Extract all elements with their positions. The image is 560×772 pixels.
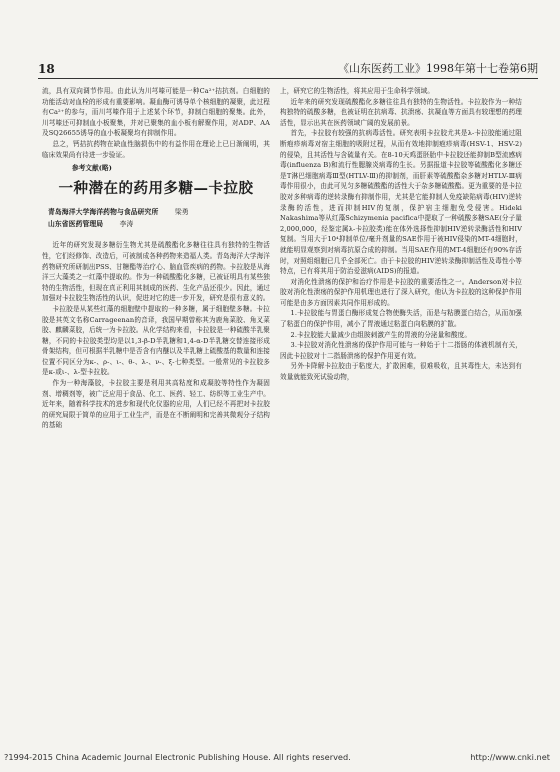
body-paragraph: 首先，卡拉胶有较强的抗病毒活性。研究表明卡拉胶尤其是λ-卡拉胶能通过阻断疱疹病毒对宿主细胞的吸附过程，从而有效地抑制疱疹病毒(HSV-1、HSV-2)的侵染，且其活性与含硫量有关。在8-10天鸡蛋胚胎中卡拉胶还能抑制B型流感病毒(influenza B)和流行性腮腺炎病毒的生长。另据报道卡拉胶等硫酸酯化多糖还是T淋巴细胞病毒Ⅲ型(HTLV-Ⅲ)的抑制剂，而肝素等硫酸酯杂多糖对HTLV-Ⅲ病毒作用很小，由此可见匀多糖硫酸酯的活性大于杂多糖硫酸酯。更为重要的是卡拉胶对多种病毒的逆转录酶有抑制作用，尤其是它能抑制人免疫缺陷病毒(HIV)逆转录酶的活性，进而抑制HIV的复制，保护宿主细胞免受侵害。Hideki Nakashima等从红藻Schizymenia pacifica中提取了一种硫酸多糖SAE(分子量2,000,000，经鉴定属λ-卡拉胶类)能在体外选择性抑制HIV逆转录酶活性和HIV复制。当用大于10⁴抑制单位/毫升剂量的SAE作用于被HIV侵染的MT-4细胞时，就能明显观察到对病毒抗原合成的抑制。当用SAE作用的MT-4细胞还有90%存活时，对照组细胞已几乎全部死亡。由于卡拉胶的HIV逆转录酶抑制活性及毒性小等特点，已有将其用于防治爱滋病(AIDS)的报道。	[280, 129, 522, 276]
footer-url[interactable]: http://www.cnki.net	[470, 752, 550, 762]
left-paragraph: 流，具有双向调节作用。由此认为川芎嗪可能是一种Ca²⁺拮抗剂。白细胞的功能活动对血栓的形成有重要影响。凝血酶可诱导单个核细胞的凝聚，此过程有Ca²⁺的参与，而川芎嗪作用于上述某个环节，抑制白细胞的聚集。此外，川芎嗪还可抑制血小板聚集，并对已聚集的血小板有解聚作用，对ADP、AA及SQ26655诱导的血小板凝聚均有抑制作用。	[42, 87, 270, 138]
body-paragraph: 另外卡降解卡拉胶由于粘度大，扩散困难，很难吸收，且其毒性大，未达到有效量就能致死试验动物，	[280, 362, 522, 382]
copyright-notice: ?1994-2015 China Academic Journal Electronic Publishing House. All rights reserved.	[4, 752, 351, 762]
affiliation-line	[48, 218, 270, 230]
header-rule	[38, 78, 538, 79]
page-footer	[4, 752, 550, 762]
article-title: 一种潜在的药用多糖—卡拉胶	[58, 180, 254, 197]
right-column	[280, 86, 522, 383]
references-label: 参考文献(略)	[72, 164, 112, 173]
running-header	[38, 60, 538, 76]
author-name: 梁勇	[174, 208, 189, 217]
affiliation-org: 山东省医药管理局	[48, 220, 104, 229]
author-name: 李涛	[119, 220, 134, 229]
body-paragraph: 近年来的研究发现硫酸酯化多糖往往具有独特的生物活性。卡拉胶作为一种结构独特的硫酸多糖，也被证明在抗病毒、抗溃疡、抗凝血等方面具有较理想的药理活性，显示出其在医药领域广阔的发展前景。	[280, 97, 522, 127]
body-paragraph: 作为一种海藻胶，卡拉胶主要是利用其高粘度和成凝胶等特性作为凝固剂、增稠剂等，被广泛应用于食品、化工、医药、轻工、纺织等工业生产中。近年来，随着科学技术的进步和现代化仪器的应用，人们已经不再把对卡拉胶的研究局限于简单的应用于工业生产，而是在不断阐明和完善其微观分子结构的基础	[42, 379, 270, 430]
left-paragraph: 总之，钙拮抗药物在缺血性脑损伤中的有益作用在理论上已日渐阐明，其临床效果尚有待进一步验证。	[42, 139, 270, 159]
left-column	[42, 86, 270, 431]
body-paragraph: 卡拉胶是从某些红藻的细胞壁中提取的一种多糖，属于细胞壁多糖。卡拉胶是其英文名称Carrageenan的音译，我国早期曾称其为鹿角菜胶、角叉菜胶、麒麟菜胶，后统一为卡拉胶。从化学结构来看，卡拉胶是一种硫酸半乳聚糖，不同的卡拉胶类型均是以1,3-β-D半乳糖和1,4-α-D半乳糖交替连接形成骨架结构，但可根据半乳糖中是否含有内醚以及半乳糖上硫酸基的数量和连接位置不同区分为κ-、ρ-、ι-、θ-、λ-、ν-、ξ-七种类型。一般常见的卡拉胶多是κ-或ι-、λ-型卡拉胶。	[42, 304, 270, 377]
list-item: 3.卡拉胶对消化性溃疡的保护作用可能与一种始于十二指肠的体液机制有关，因此卡拉胶对十二指肠溃疡的保护作用更有效。	[280, 341, 522, 360]
body-paragraph: 近年的研究发现多糖衍生物尤其是硫酸酯化多糖往往具有独特的生物活性，它们经修饰、改造后，可被制成各种药物来造福人类。青岛海洋大学海洋药物研究所研制出PSS、甘糖酯等治疗心、脑血管疾病的药物。卡拉胶是从海洋三大藻类之一红藻中提取的。作为一种硫酸酯化多糖，已被证明具有某些独特的生物活性，但现在真正利用其制成的医药、生化产品还很少。因此，通过加强对卡拉胶生物活性的认识，促进对它的进一步开发，研究是很有意义的。	[42, 241, 270, 303]
affiliation-line	[48, 206, 270, 218]
list-item: 2.卡拉胶能大量减少由组胺刺激产生的胃液的分泌量和酸度。	[290, 330, 472, 339]
page-number: 18	[38, 62, 55, 76]
affiliation-org: 青岛海洋大学海洋药物与食品研究所	[48, 208, 159, 217]
body-paragraph: 对消化性溃疡的保护和治疗作用是卡拉胶的重要活性之一。Anderson对卡拉胶对消化性溃疡的保护作用机理也进行了深入研究，他认为卡拉胶的这种保护作用可能是由多方面因素共同作用形成的。	[280, 277, 522, 307]
journal-title: 《山东医药工业》1998年第十七卷第6期	[338, 62, 538, 75]
list-item: 1.卡拉胶能与胃蛋白酶形成复合物使酶失活，而是与粘膜蛋白结合，从而加强了粘蛋白的保护作用，减小了胃液通过粘蛋白向粘膜的扩散。	[280, 309, 522, 329]
body-paragraph: 上，研究它的生物活性，将其应用于生命科学领域。	[280, 87, 434, 95]
